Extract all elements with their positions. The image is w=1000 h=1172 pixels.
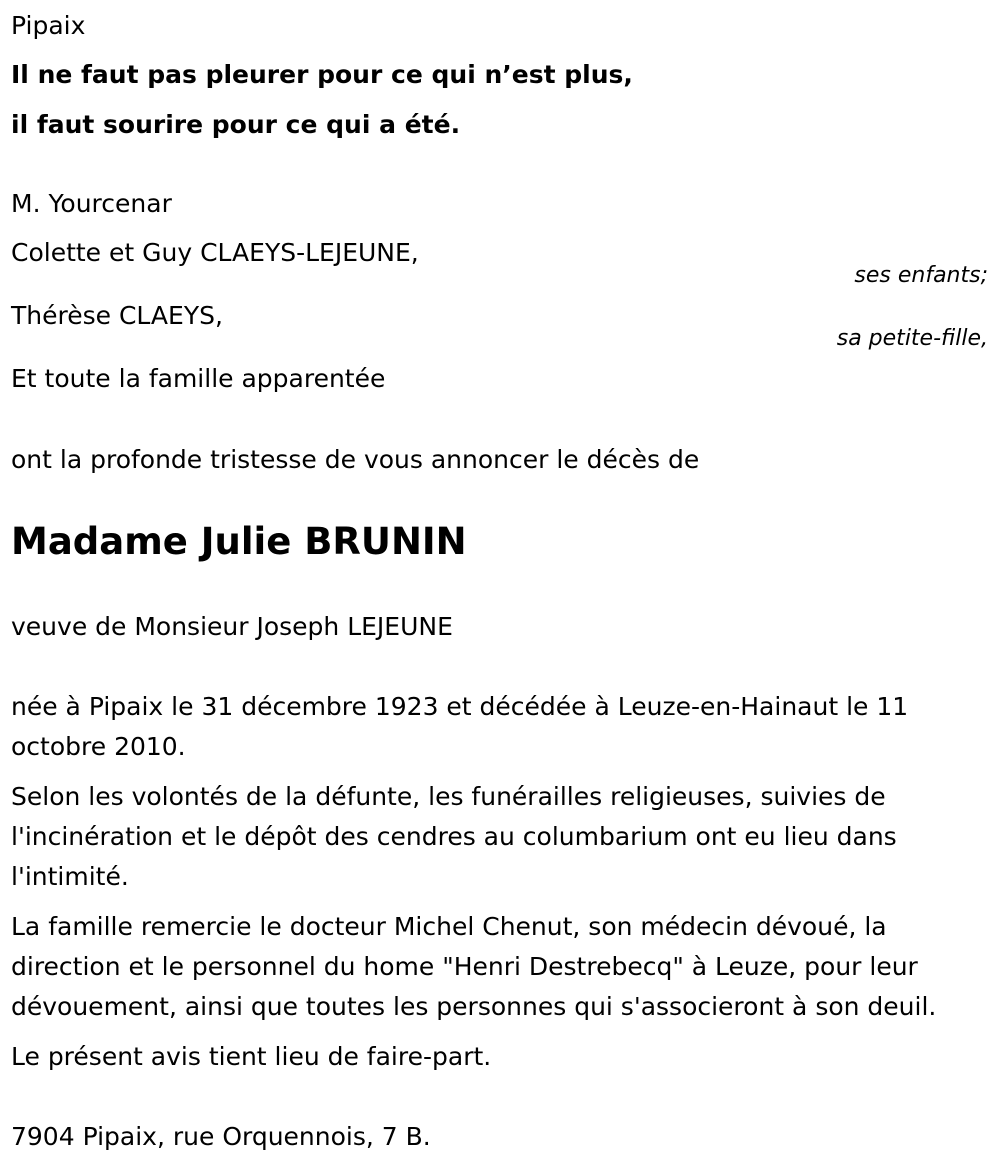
widow-of: veuve de Monsieur Joseph LEJEUNE xyxy=(11,612,453,641)
children-names: Colette et Guy CLAEYS-LEJEUNE, xyxy=(11,238,419,267)
quote-line-2: il faut sourire pour ce qui a été. xyxy=(11,110,461,139)
funeral-paragraph: Selon les volontés de la défunte, les funérailles religieuses, suivies de l'incinération et le dépôt des cendres au columbarium ont eu lieu dans l'intimité. xyxy=(11,782,897,891)
quote-line-1: Il ne faut pas pleurer pour ce qui n’est plus, xyxy=(11,60,633,89)
other-family: Et toute la famille apparentée xyxy=(11,364,386,393)
town-header: Pipaix xyxy=(11,11,86,40)
birth-death-paragraph: née à Pipaix le 31 décembre 1923 et décédée à Leuze-en-Hainaut le 11 octobre 2010. xyxy=(11,692,909,761)
thanks-paragraph: La famille remercie le docteur Michel Chenut, son médecin dévoué, la direction et le personnel du home "Henri Destrebecq" à Leuze, pour leur dévouement, ainsi que toutes les personnes qui s'associeront à son deuil. xyxy=(11,912,937,1021)
children-role: ses enfants; xyxy=(854,263,988,288)
granddaughter-name: Thérèse CLAEYS, xyxy=(11,301,223,330)
deceased-name: Madame Julie BRUNIN xyxy=(11,520,467,563)
address: 7904 Pipaix, rue Orquennois, 7 B. xyxy=(11,1122,431,1151)
quote-author: M. Yourcenar xyxy=(11,189,172,218)
granddaughter-role: sa petite-fille, xyxy=(836,326,988,351)
announcement-text: ont la profonde tristesse de vous annoncer le décès de xyxy=(11,445,700,474)
notice-paragraph: Le présent avis tient lieu de faire-part. xyxy=(11,1042,492,1071)
